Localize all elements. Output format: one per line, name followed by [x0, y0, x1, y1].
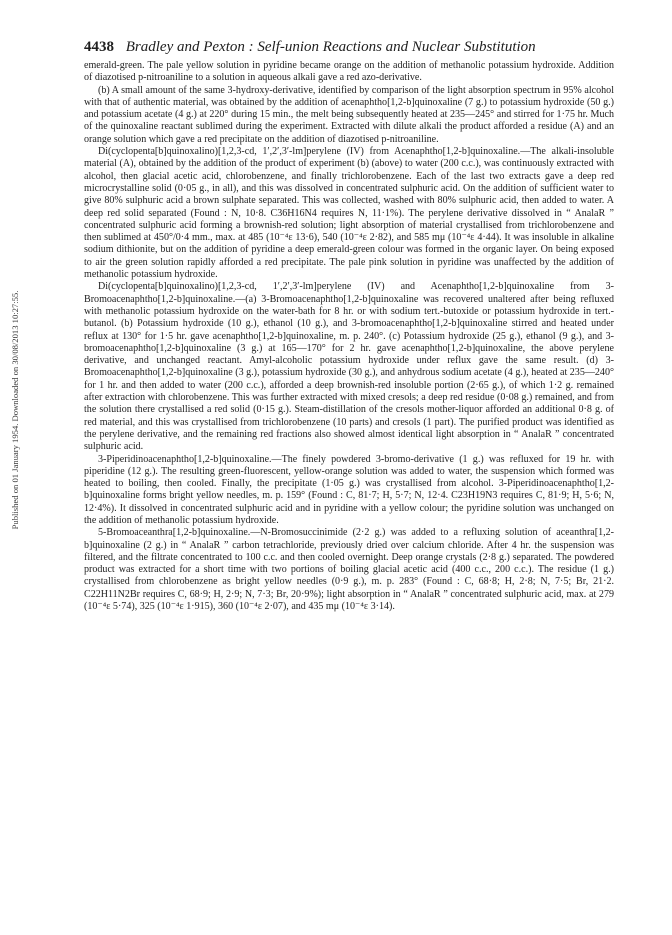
paragraph-perylene-from-bromo: Di(cyclopenta[b]quinoxalino)[1,2,3-cd, 1′,2′,3′-lm]perylene (IV) and Acenaphtho[1,2-b]quinoxaline from 3-Bromoacenaphtho[1,2-b]quinoxaline.—(a) 3-Bromoacenaphtho[1,2-b]quinoxaline was recovered unaltered after being refluxed with methanolic potassium hydroxide on the water-bath for 8 hr. or with sodium tert.-butoxide or potassium hydroxide in tert.-butanol. (b) Potassium hydroxide (10 g.), ethanol (10 g.), and 3-bromoacenaphtho[1,2-b]quinoxaline stirred and heated under reflux at 130° for 1·5 hr. gave acenaphtho[1,2-b]quinoxaline, m. p. 240°. (c) Potassium hydroxide (25 g.), ethanol (9 g.), and 3-bromoacenaphtho[1,2-b]quinoxaline (3 g.) at 165—170° for 2 hr. gave acenaphtho[1,2-b]quinoxaline, the above perylene derivative, and unchanged reactant. Amyl-alcoholic potassium hydroxide under reflux gave the same result. (d) 3-Bromoacenaphtho[1,2-b]quinoxaline (3 g.), potassium hydroxide (30 g.), and anhydrous sodium acetate (4 g.), heated at 235—240° for 1 hr. and then added to water (200 c.c.), afforded a deep brownish-red insoluble portion (2·65 g.), of which 1·2 g. remained after extraction with chlorobenzene. This was further extracted with mixed cresols; a deep red residue (0·08 g.) remained, and from the solution there crystallised a red solid (0·15 g.). Steam-distillation of the cresols mother-liquor afforded an additional 0·8 g. of red material, and this was crystallised from trichlorobenzene (10 parts) and cresols (1 part). The purified product was identified as the perylene derivative, and the remaining red fractions also showed almost identical light absorption in “ AnalaR ” concentrated sulphuric acid.: [84, 281, 614, 453]
download-stamp: Published on 01 January 1954. Downloaded on 30/08/2013 10:27:55.: [10, 290, 20, 530]
article-body: [84, 60, 614, 613]
paragraph-experiment-b: (b) A small amount of the same 3-hydroxy-derivative, identified by comparison of the light absorption spectrum in 95% alcohol with that of authentic material, was obtained by the addition of acenaphtho[1,2-b]quinoxaline (7 g.) to potassium hydroxide (50 g.) and potassium acetate (4 g.) at 220° during 15 min., the melt being subsequently heated at 235—245° and stirred for 1·75 hr. Much of the quinoxaline reactant sublimed during the experiment. Extracted with dilute alkali the product afforded a residue (A) and an orange solution which gave a red precipitate on the addition of diazotised p-nitroaniline.: [84, 84, 614, 145]
page-number: 4438: [84, 39, 114, 55]
running-head: [84, 38, 614, 56]
running-title: Bradley and Pexton : Self-union Reactions and Nuclear Substitution: [125, 39, 536, 55]
paragraph-perylene-from-acenaphtho: Di(cyclopenta[b]quinoxalino)[1,2,3-cd, 1′,2′,3′-lm]perylene (IV) from Acenaphtho[1,2-b]quinoxaline.—The alkali-insoluble material (A), obtained by the addition of the product of experiment (b) (above) to water (200 c.c.), was continuously extracted with alcohol, then glacial acetic acid, chlorobenzene, and finally trichlorobenzene. Each of the last two extracts gave a deep red microcrystalline solid (0·05 g., in all), and this was dissolved in concentrated sulphuric acid. On the addition of sufficient water to give 80% sulphuric acid a brown sulphate separated. This was collected, washed with 80% sulphuric acid, then added to water. A deep red solid separated (Found : N, 10·8. C36H16N4 requires N, 11·1%). The perylene derivative dissolved in “ AnalaR ” concentrated sulphuric acid forming a brownish-red solution; light absorption of material crystallised from trichlorobenzene and then sublimed at 450°/0·4 mm., max. at 485 (10⁻⁴ε 13·6), 540 (10⁻⁴ε 2·82), and 585 mμ (10⁻⁴ε 4·44). It was insoluble in alkaline sodium dithionite, but on the addition of pyridine a deep emerald-green colour was formed in the organic layer. On being exposed to air the green solution rapidly afforded a red precipitate. The pale pink solution in pyridine was unaffected by the addition of methanolic potassium hydroxide.: [84, 146, 614, 281]
journal-page: [84, 38, 614, 613]
paragraph-continuation: emerald-green. The pale yellow solution in pyridine became orange on the addition of methanolic potassium hydroxide. Addition of diazotised p-nitroaniline to a solution in aqueous alkali gave a red azo-derivative.: [84, 60, 614, 84]
publication-sidebar-note: [0, 200, 30, 620]
paragraph-bromoaceanthra: 5-Bromoaceanthra[1,2-b]quinoxaline.—N-Bromosuccinimide (2·2 g.) was added to a refluxing solution of aceanthra[1,2-b]quinoxaline (2 g.) in “ AnalaR ” carbon tetrachloride, previously dried over calcium chloride. After 4 hr. the suspension was filtered, and the filtrate concentrated to 100 c.c. and then cooled overnight. Deep orange crystals (2·8 g.) separated. The powdered product was extracted for a short time with two portions of boiling glacial acetic acid (400 c.c., 200 c.c.). The residue (1 g.) crystallised from chlorobenzene as bright yellow needles (0·9 g.), m. p. 283° (Found : C, 68·8; H, 2·8; N, 7·5; Br, 21·2. C22H11N2Br requires C, 68·9; H, 2·9; N, 7·3; Br, 20·9%); light absorption in “ AnalaR ” concentrated sulphuric acid, max. at 279 (10⁻⁴ε 5·74), 325 (10⁻⁴ε 1·915), 360 (10⁻⁴ε 2·07), and 435 mμ (10⁻⁴ε 3·14).: [84, 527, 614, 613]
paragraph-piperidino: 3-Piperidinoacenaphtho[1,2-b]quinoxaline.—The finely powdered 3-bromo-derivative (1 g.) was refluxed for 19 hr. with piperidine (12 g.). The resulting green-fluorescent, yellow-orange solution was added to water, the suspension which formed was heated to boiling, then cooled. Finally, the precipitate (1·05 g.) was crystallised from alcohol. 3-Piperidinoacenaphtho[1,2-b]quinoxaline forms bright yellow needles, m. p. 159° (Found : C, 81·7; H, 5·7; N, 12·4. C23H19N3 requires C, 81·9; H, 5·6; N, 12·4%). It dissolved in concentrated sulphuric acid and in pyridine with a yellow colour; the pyridine solution was unchanged on the addition of methanolic potassium hydroxide.: [84, 453, 614, 526]
